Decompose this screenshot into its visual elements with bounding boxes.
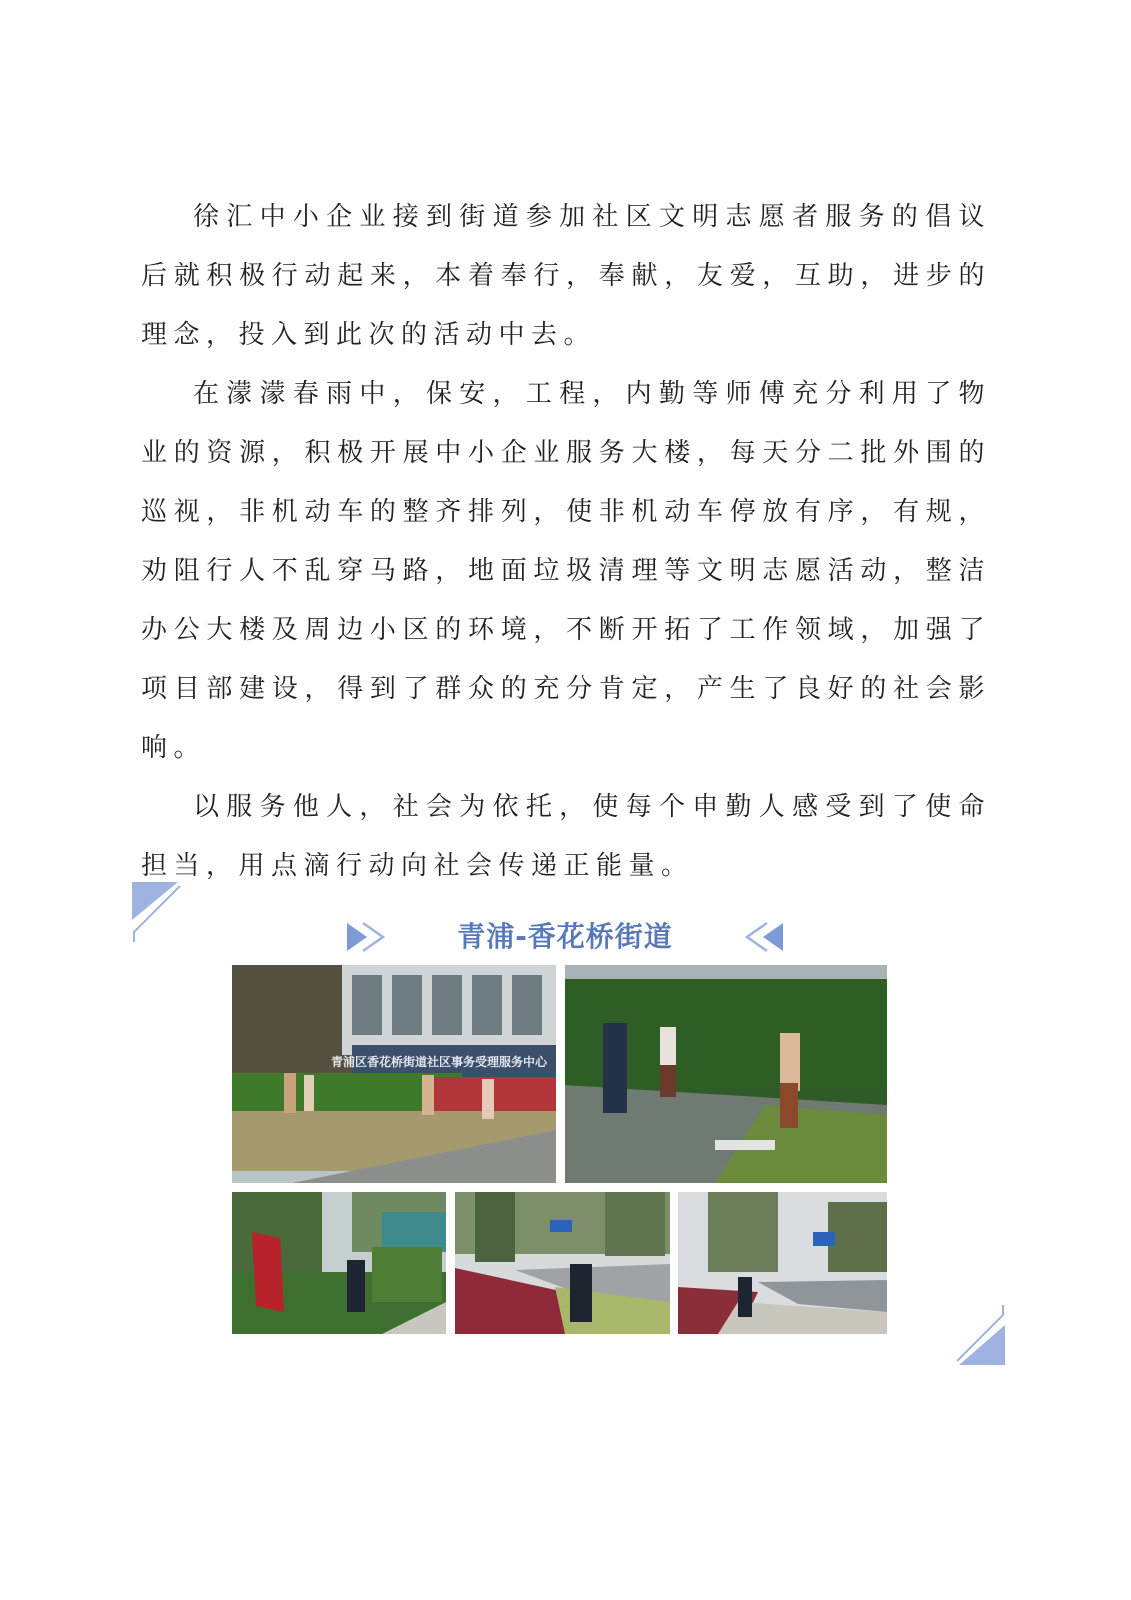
corner-triangle-icon <box>132 882 182 944</box>
photo-4 <box>455 1192 670 1334</box>
photo-5 <box>678 1192 887 1334</box>
body-text <box>141 188 991 896</box>
corner-triangle-icon <box>955 1305 1005 1365</box>
paragraph-1: 徐汇中小企业接到街道参加社区文明志愿者服务的倡议后就积极行动起来，本着奉行，奉献，友爱，互助，进步的理念，投入到此次的活动中去。 <box>141 202 991 350</box>
paragraph-2: 在濛濛春雨中，保安，工程，内勤等师傅充分利用了物业的资源，积极开展中小企业服务大楼，每天分二批外围的巡视，非机动车的整齐排列，使非机动车停放有序，有规，劝阻行人不乱穿马路，地面垃圾清理等文明志愿活动，整洁办公大楼及周边小区的环境，不断开拓了工作领域，加强了项目部建设，得到了群众的充分肯定，产生了良好的社会影响。 <box>141 379 991 763</box>
double-arrow-left-icon <box>739 920 785 954</box>
photo-2 <box>565 965 887 1183</box>
paragraph-3: 以服务他人，社会为依托，使每个申勤人感受到了使命担当，用点滴行动向社会传递正能量。 <box>141 792 991 881</box>
double-arrow-right-icon <box>345 920 391 954</box>
photo-1 <box>232 965 556 1183</box>
section-header <box>345 912 785 966</box>
photo-3 <box>232 1192 446 1334</box>
section-title: 青浦-香花桥街道 <box>457 920 673 953</box>
building-sign: 青浦区香花桥街道社区事务受理服务中心 <box>330 1055 547 1069</box>
